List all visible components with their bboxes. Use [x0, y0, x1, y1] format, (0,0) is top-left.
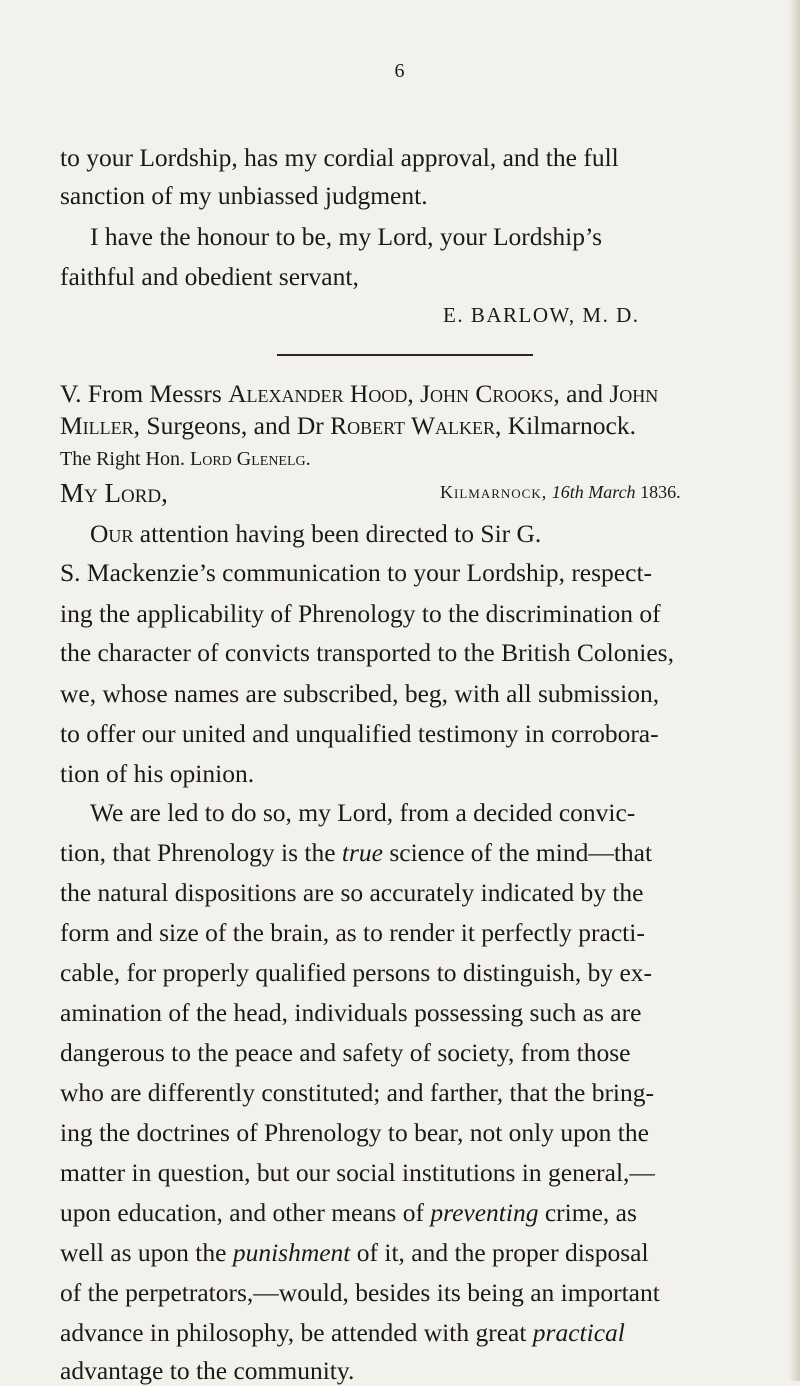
page-edge-shadow	[788, 0, 800, 1381]
emphasis: practical	[532, 1318, 625, 1347]
surgeon-name: Miller	[60, 411, 134, 440]
text-line: I have the honour to be, my Lord, your Lordship’s	[90, 222, 603, 251]
text-line: form and size of the brain, as to render it perfectly practi-	[60, 918, 645, 947]
date-year: 1836.	[640, 482, 681, 502]
text-span: science of the mind—that	[382, 838, 653, 867]
text-span: advance in philosophy, be attended with great	[60, 1318, 533, 1347]
text-line: tion of his opinion.	[60, 759, 255, 788]
surgeon-name: John Crooks	[420, 379, 554, 408]
section-heading-line-2	[60, 411, 636, 441]
text-span: well as upon the	[60, 1238, 233, 1267]
text-line: ing the doctrines of Phrenology to bear, not only upon the	[60, 1118, 649, 1147]
text-line	[60, 1318, 625, 1348]
text-line: cable, for properly qualified persons to distinguish, by ex-	[60, 958, 653, 987]
text-line: amination of the head, individuals possessing such as are	[60, 998, 642, 1027]
text-line	[60, 838, 652, 868]
text-line: the character of convicts transported to the British Colonies,	[60, 638, 674, 667]
text-span: crime, as	[538, 1198, 637, 1227]
text-line: the natural dispositions are so accurately indicated by the	[60, 878, 644, 907]
surgeon-name: Alexander Hood	[228, 379, 408, 408]
section-divider	[277, 354, 533, 356]
text-span: upon education, and other means of	[60, 1198, 431, 1227]
text-line: who are differently constituted; and farther, that the bring-	[60, 1078, 655, 1107]
heading-text: , Kilmarnock.	[495, 411, 636, 440]
text-line: faithful and obedient servant,	[60, 262, 359, 291]
text-line: S. Mackenzie’s communication to your Lordship, respect-	[60, 558, 653, 587]
text-line: matter in question, but our social institutions in general,—	[60, 1158, 655, 1187]
heading-text: , Surgeons, and Dr	[133, 411, 331, 440]
text-line: we, whose names are subscribed, beg, with all submission,	[60, 679, 660, 708]
text-line: ing the applicability of Phrenology to the discrimination of	[60, 599, 661, 628]
page-number: 6	[394, 60, 406, 82]
text-line: advantage to the community.	[60, 1356, 355, 1385]
addressee	[60, 448, 311, 471]
text-line: of the perpetrators,—would, besides its being an important	[60, 1278, 660, 1307]
text-line: dangerous to the peace and safety of society, from those	[60, 1038, 631, 1067]
text-line: We are led to do so, my Lord, from a decided convic-	[90, 798, 636, 827]
addressee-title: The Right Hon.	[60, 448, 190, 470]
text-span: attention having been directed to Sir G.	[133, 519, 542, 548]
emphasis: preventing	[430, 1198, 539, 1227]
heading-text: ,	[407, 379, 421, 408]
addressee-name: Lord Glenelg.	[190, 448, 311, 470]
surgeon-name: Robert Walker	[330, 411, 496, 440]
emphasis: true	[341, 838, 383, 867]
text-span: tion, that Phrenology is the	[60, 838, 342, 867]
text-span: of it, and the proper disposal	[350, 1238, 649, 1267]
date-place: Kilmarnock,	[440, 482, 548, 502]
date-day: 16th March	[551, 482, 636, 502]
emphasis: punishment	[232, 1238, 351, 1267]
text-line: to offer our united and unqualified testimony in corrobora-	[60, 719, 659, 748]
heading-text: V. From Messrs	[60, 379, 229, 408]
section-heading-line-1	[60, 379, 658, 409]
first-word: Our	[90, 519, 134, 548]
salutation: My Lord,	[60, 478, 168, 508]
signature: E. BARLOW, M. D.	[443, 303, 640, 327]
text-line	[60, 1198, 637, 1228]
heading-text: , and	[553, 379, 610, 408]
dateline	[440, 482, 681, 503]
text-line: to your Lordship, has my cordial approval, and the full	[60, 143, 619, 172]
text-line: sanction of my unbiassed judgment.	[60, 181, 428, 210]
surgeon-name: John	[609, 379, 659, 408]
text-line	[90, 519, 541, 549]
text-line	[60, 1238, 649, 1268]
